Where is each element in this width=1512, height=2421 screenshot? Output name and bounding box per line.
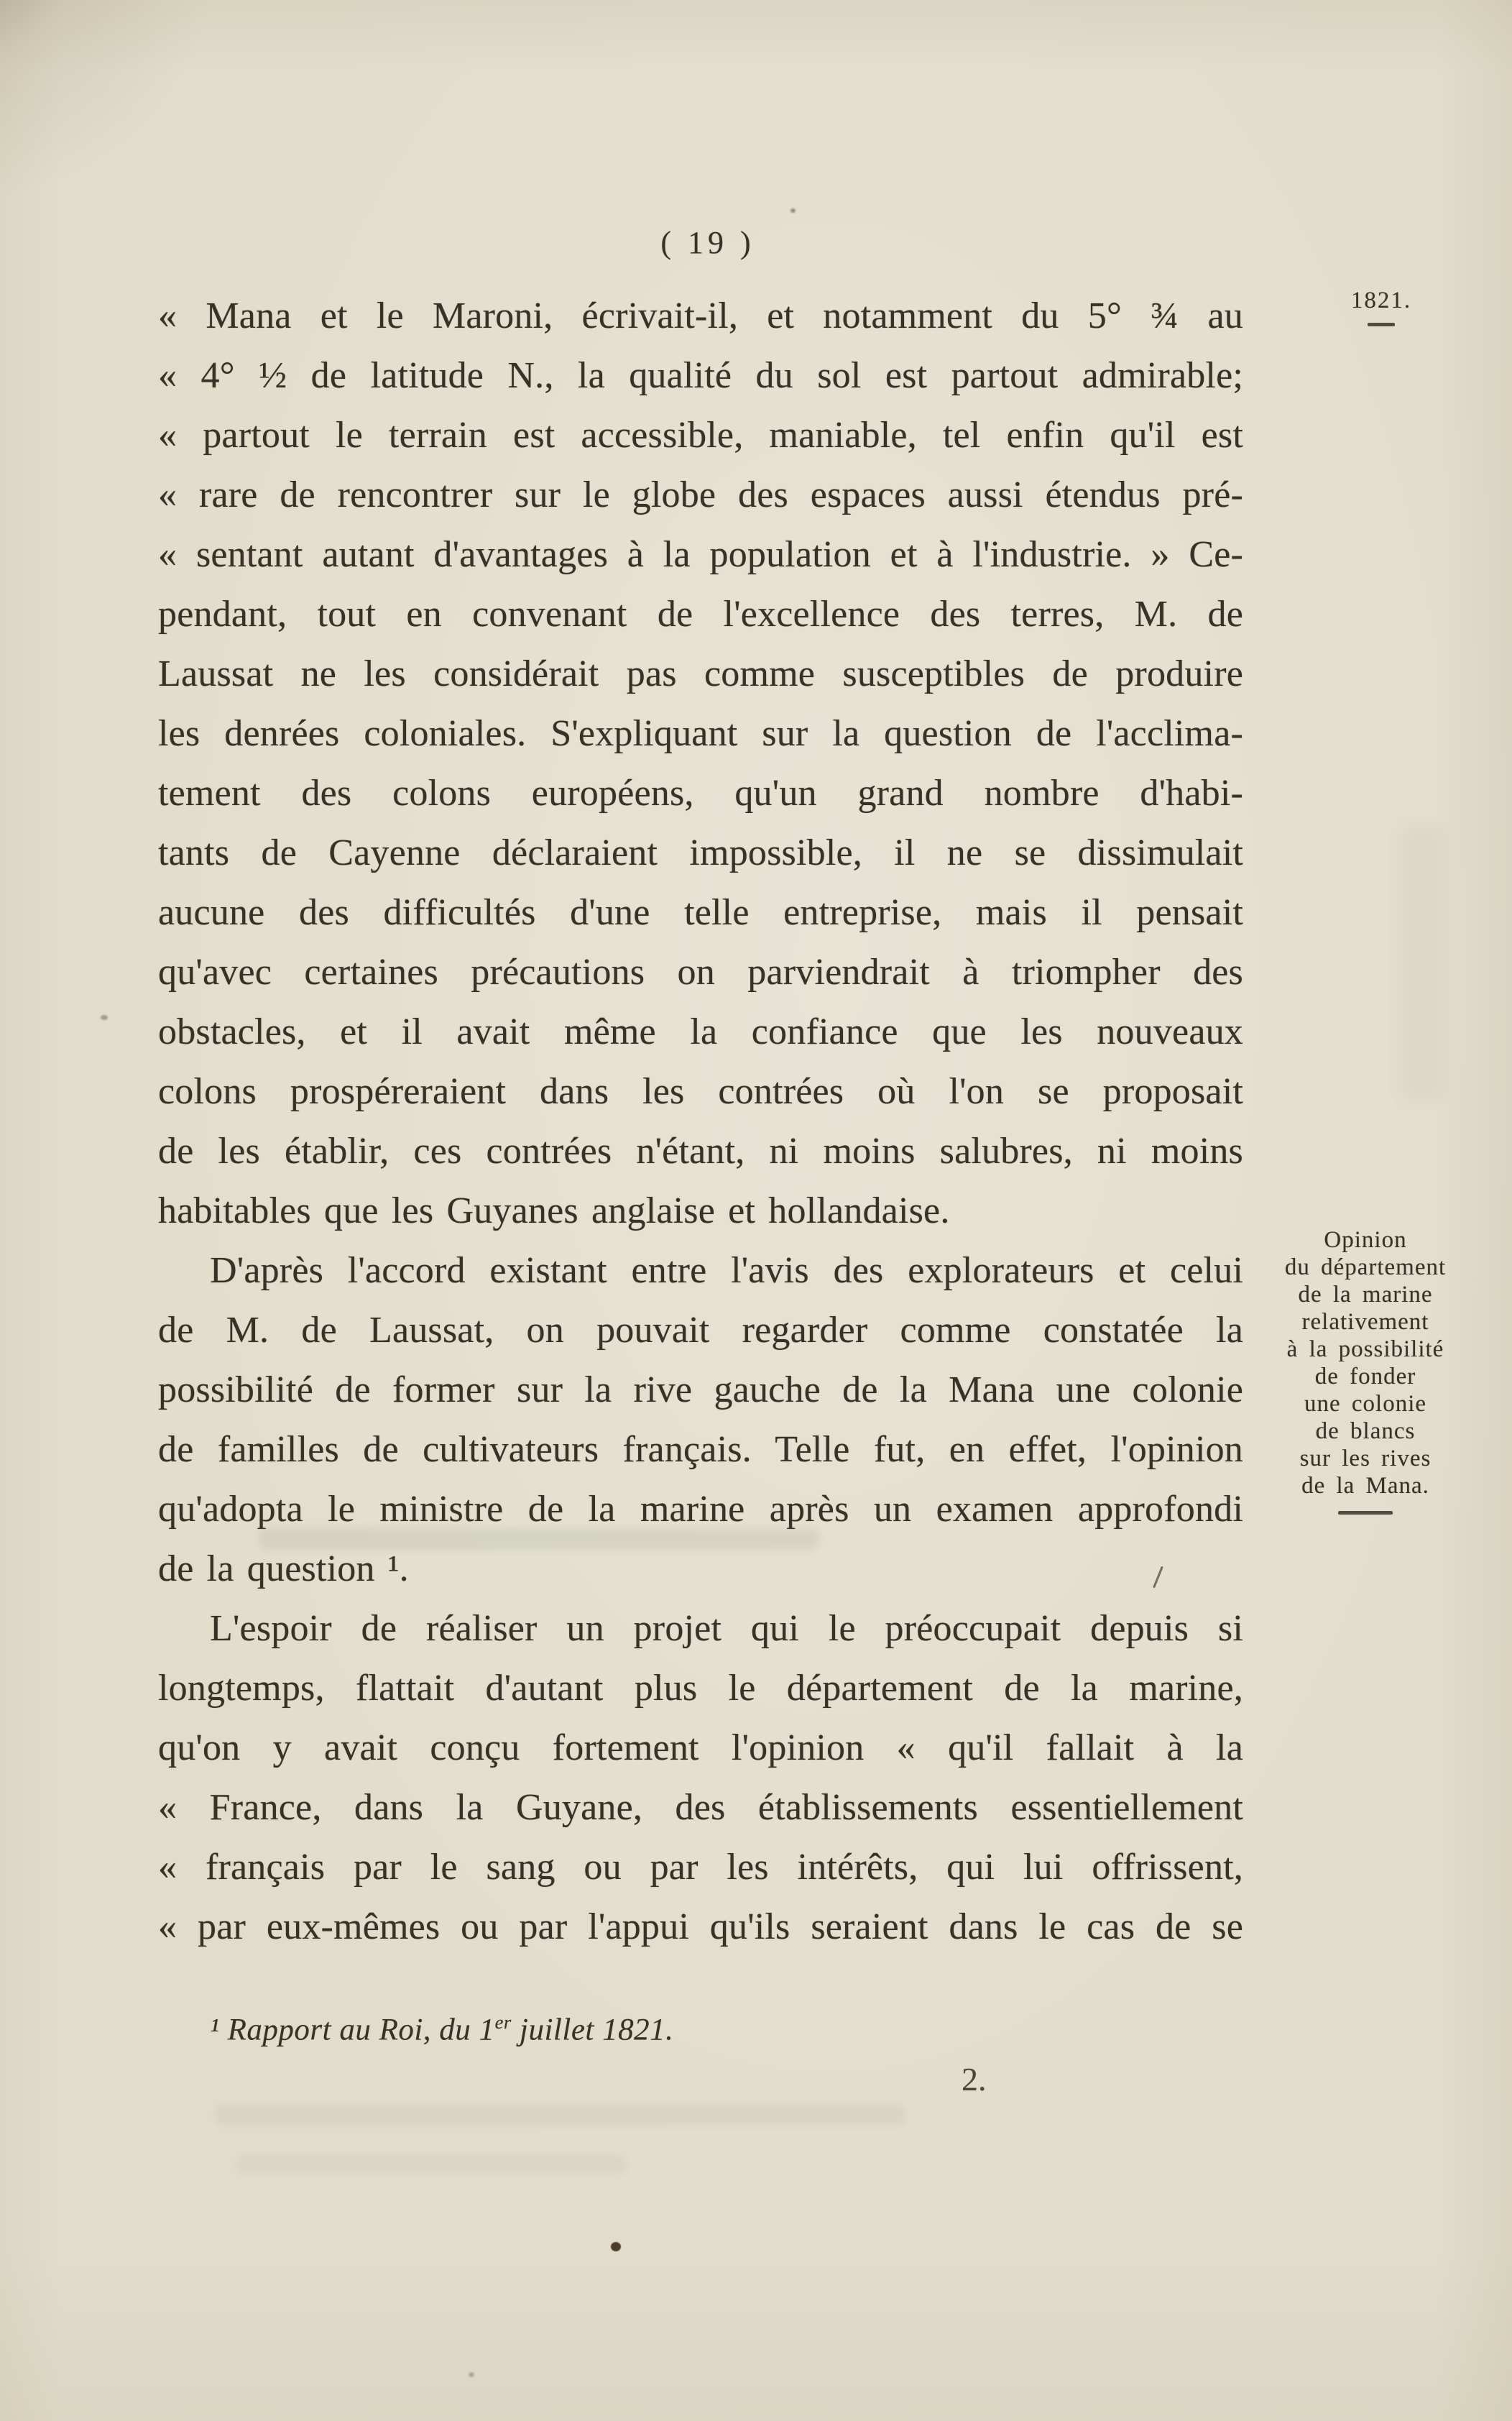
text-line: « France, dans la Guyane, des établissements essentiellement	[158, 1787, 1243, 1828]
text-line: qu'avec certaines précautions on parviendrait à triompher des	[158, 952, 1243, 993]
show-through-ghost	[237, 2155, 625, 2174]
page-number: ( 19 )	[660, 225, 755, 260]
text-line: « sentant autant d'avantages à la population et à l'industrie. » Ce-	[158, 534, 1243, 575]
margin-note-line: de la marine	[1298, 1282, 1433, 1308]
show-through-ghost	[259, 1528, 819, 1550]
text-line: L'espoir de réaliser un projet qui le préoccupait depuis si	[210, 1608, 1243, 1649]
body-text	[158, 286, 1243, 1957]
margin-note-line: à la possibilité	[1286, 1336, 1444, 1362]
margin-note-line: du département	[1284, 1254, 1447, 1280]
text-line: « rare de rencontrer sur le globe des espaces aussi étendus pré-	[158, 474, 1243, 515]
show-through-ghost	[216, 2105, 905, 2125]
text-line: « 4° ½ de latitude N., la qualité du sol est partout admirable;	[158, 355, 1243, 396]
text-line: les denrées coloniales. S'expliquant sur la question de l'acclima-	[158, 713, 1243, 754]
margin-year-text: 1821.	[1350, 288, 1412, 313]
text-line: D'après l'accord existant entre l'avis des explorateurs et celui	[210, 1250, 1243, 1291]
show-through-ghost	[1401, 827, 1444, 1100]
text-line: « par eux-mêmes ou par l'appui qu'ils seraient dans le cas de se	[158, 1906, 1243, 1947]
paper-speck	[790, 208, 796, 213]
text-line: de la question ¹.	[158, 1548, 409, 1589]
margin-note	[1249, 1226, 1482, 1515]
paper-speck	[101, 1015, 108, 1020]
text-line: possibilité de former sur la rive gauche de la Mana une colonie	[158, 1369, 1243, 1410]
paper-speck	[611, 2242, 621, 2251]
text-line: tement des colons européens, qu'un grand nombre d'habi-	[158, 773, 1243, 814]
footnote-end: juillet 1821.	[511, 2013, 674, 2047]
text-line: de M. de Laussat, on pouvait regarder comme constatée la	[158, 1310, 1243, 1351]
text-line: Laussat ne les considérait pas comme susceptibles de produire	[158, 653, 1243, 694]
text-line: de familles de cultivateurs français. Telle fut, en effet, l'opinion	[158, 1429, 1243, 1470]
margin-note-line: de fonder	[1314, 1364, 1416, 1389]
text-line: obstacles, et il avait même la confiance que les nouveaux	[158, 1011, 1243, 1052]
text-line: « français par le sang ou par les intérêts, qui lui offrissent,	[158, 1847, 1243, 1888]
footnote	[210, 2011, 673, 2047]
margin-note-line: Opinion	[1324, 1227, 1407, 1253]
text-line: habitables que les Guyanes anglaise et hollandaise.	[158, 1190, 950, 1231]
text-line: pendant, tout en convenant de l'excellence des terres, M. de	[158, 594, 1243, 635]
margin-note-line: de la Mana.	[1301, 1473, 1429, 1499]
margin-note-lines	[1249, 1226, 1482, 1499]
margin-note-rule	[1338, 1511, 1393, 1515]
text-line: « partout le terrain est accessible, maniable, tel enfin qu'il est	[158, 415, 1243, 456]
margin-year-rule	[1368, 323, 1395, 326]
text-line: colons prospéreraient dans les contrées où l'on se proposait	[158, 1071, 1243, 1112]
margin-note-line: relativement	[1301, 1309, 1429, 1335]
margin-year-note	[1331, 288, 1432, 326]
footnote-superscript: er	[494, 2011, 512, 2033]
margin-note-line: de blancs	[1315, 1418, 1416, 1444]
text-line: aucune des difficultés d'une telle entreprise, mais il pensait	[158, 892, 1243, 933]
text-line: tants de Cayenne déclaraient impossible, il ne se dissimulait	[158, 832, 1243, 873]
paper-speck	[469, 2372, 474, 2377]
margin-note-line: une colonie	[1304, 1391, 1427, 1417]
text-line: qu'on y avait conçu fortement l'opinion « qu'il fallait à la	[158, 1727, 1243, 1768]
text-line: qu'adopta le ministre de la marine après un examen approfondi	[158, 1489, 1243, 1530]
text-line: de les établir, ces contrées n'étant, ni moins salubres, ni moins	[158, 1131, 1243, 1172]
footnote-start: ¹ Rapport au Roi, du 1	[210, 2013, 495, 2047]
margin-note-line: sur les rives	[1299, 1446, 1432, 1471]
text-line: longtemps, flattait d'autant plus le département de la marine,	[158, 1668, 1243, 1709]
text-line: « Mana et le Maroni, écrivait-il, et notamment du 5° ¾ au	[158, 295, 1243, 336]
signature-mark: 2.	[962, 2061, 987, 2098]
